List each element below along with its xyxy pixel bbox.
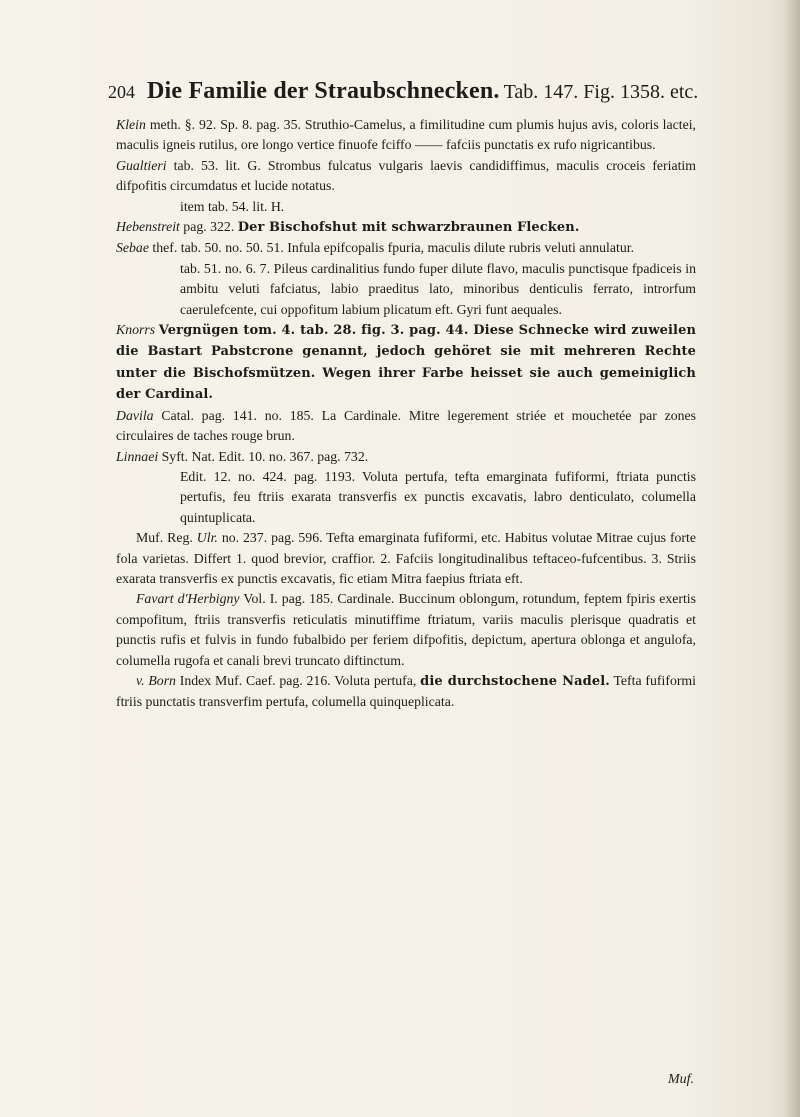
entry-text: tab. 51. no. 6. 7. Pileus cardinalitius fundo fuper dilute flavo, maculis punctisque fpadiceis in ambitu veluti fafciatus, labio praeditus lato, minoribus denticulis ferrato, introrfum caerulefcente, cui oppofitum labium plicatum eft. Gyri funt aequales. — [180, 260, 696, 317]
entry-knorr — [116, 320, 696, 406]
entry-text: Muf. Reg. — [136, 530, 197, 546]
entry-text: Edit. 12. no. 424. pag. 1193. Voluta pertufa, tefta emarginata fufiformi, ftriata punctis pertufis, feu ftriis exarata transverfis ex punctis excavatis, labro denticulato, columella quintuplicata. — [180, 468, 696, 525]
plate-reference: Tab. 147. Fig. 1358. etc. — [503, 81, 699, 103]
entry-klein — [116, 115, 696, 156]
german-text: die durchstochene Nadel. — [420, 673, 610, 689]
author-name: Klein — [116, 117, 146, 132]
entry-text: thef. tab. 50. no. 50. 51. Infula epifcopalis fpuria, maculis dilute rubris veluti annulatur. — [148, 240, 635, 256]
running-title: Die Familie der Straubschnecken. — [147, 78, 500, 104]
german-text: Vergnügen tom. 4. tab. 28. fig. 3. pag. 44. Diese Schnecke wird zuweilen die Bastart Pabstcrone genannt, jedoch gehöret sie mit mehreren Rechte unter die Bischofsmützen. Wegen ihrer Farbe heisset sie auch gemeiniglich der Cardinal. — [116, 323, 696, 403]
author-name: Favart d'Herbigny — [136, 591, 240, 607]
author-name: Knorrs — [116, 322, 156, 338]
entry-text: tab. 53. lit. G. Strombus fulcatus vulgaris laevis candidiffimus, maculis croceis feriatim difpofitis circumdatus et lucide notatus. — [116, 157, 696, 194]
entry-text: Vol. I. pag. 185. Cardinale. Buccinum oblongum, rotundum, feptem fpiris exertis compofitum, ftriis transverfis reticulatis minutiffime ftriatum, variis maculis plerisque quadratis et punctis rufis et fulvis in fundo fubalbido per feriem difpofitis, depictum, apertura oblonga et angulofa, columella rugofa et canali brevi truncato diftinctum. — [116, 591, 696, 668]
entry-hebenstreit — [116, 217, 696, 238]
author-name: Gualtieri — [116, 157, 167, 173]
body-text — [116, 115, 696, 713]
entry-text: item tab. 54. lit. H. — [180, 198, 285, 214]
entry-text: pag. 322. — [179, 219, 238, 235]
entry-text: meth. §. 92. Sp. 8. pag. 35. Struthio-Camelus, a fimilitudine cum plumis hujus avis, coloris lactei, maculis igneis rutilus, ore longo vertice finuofe fciffo —— fafciis punctatis ex rufo nigricantibus. — [116, 117, 696, 153]
entry-gualtieri-item — [116, 197, 696, 217]
entry-linnaei — [116, 447, 696, 467]
author-name: Ulr. — [196, 530, 218, 546]
author-name: Sebae — [116, 240, 149, 256]
german-text: Der Bischofshut mit schwarzbraunen Flecken. — [237, 220, 580, 236]
entry-sebae-tab51 — [116, 259, 696, 320]
entry-musreg — [116, 528, 696, 589]
entry-favart — [116, 589, 696, 671]
entry-linnaei-ed12 — [116, 467, 696, 528]
page-edge-shadow — [786, 0, 800, 1117]
entry-text: Syft. Nat. Edit. 10. no. 367. pag. 732. — [158, 448, 369, 464]
author-name: v. Born — [136, 672, 176, 688]
entry-text-cont: no. 237. pag. 596. Tefta emarginata fufiformi, etc. Habitus volutae Mitrae cujus forte fola varietas. Differt 1. quod brevior, craffior. 2. Fafciis longitudinalibus teftaceo-fufcentibus. 3. Striis exarata transverfis ex punctis excavatis, fic etiam Mitra faepius ftriata eft. — [116, 530, 696, 586]
author-name: Linnaei — [116, 448, 159, 464]
entry-sebae — [116, 238, 696, 258]
entry-text: Index Muf. Caef. pag. 216. Voluta pertufa, — [175, 672, 421, 688]
catchword: Muf. — [668, 1072, 695, 1087]
entry-gualtieri — [116, 156, 696, 197]
entry-text-cont: Tefta fufiformi ftriis punctatis transverfim pertufa, columella quinqueplicata. — [116, 672, 697, 710]
page-number: 204 — [108, 82, 135, 102]
entry-born — [116, 671, 696, 713]
entry-davila — [116, 406, 696, 447]
author-name: Davila — [116, 407, 154, 423]
page-header — [108, 78, 708, 112]
author-name: Hebenstreit — [116, 219, 180, 235]
entry-text: Catal. pag. 141. no. 185. La Cardinale. Mitre legerement striée et mouchetée par zones circulaires de taches rouge brun. — [116, 407, 696, 444]
